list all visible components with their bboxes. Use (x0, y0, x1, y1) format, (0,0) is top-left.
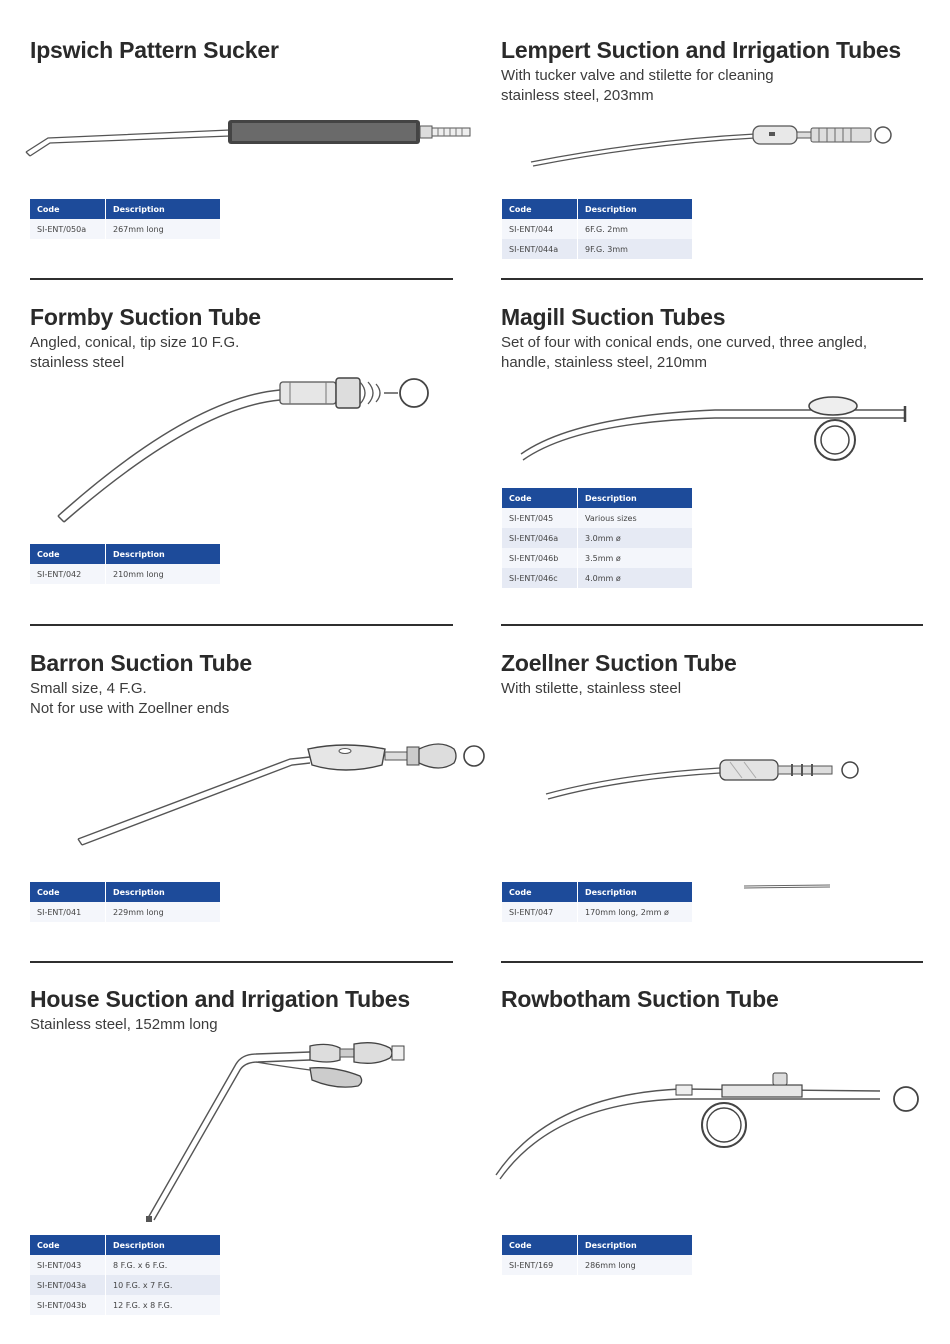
product-lempert (501, 36, 931, 106)
subtitle-line: With tucker valve and stilette for cleaning (501, 67, 774, 84)
column-header-code: Code (30, 882, 106, 902)
table-row (502, 508, 692, 528)
instrument-illustration (140, 1038, 415, 1228)
code-cell: SI-ENT/041 (30, 902, 106, 922)
subtitle-line: Angled, conical, tip size 10 F.G. (30, 334, 240, 351)
code-table-house (30, 1235, 220, 1315)
product-subtitle (501, 333, 931, 373)
product-magill (501, 303, 931, 373)
table-row (502, 239, 692, 259)
column-header-description: Description (106, 199, 221, 219)
table-row (502, 528, 692, 548)
subtitle-line: Not for use with Zoellner ends (30, 700, 230, 717)
description-cell: 12 F.G. x 8 F.G. (106, 1295, 221, 1315)
code-cell: SI-ENT/046b (502, 548, 578, 568)
table-row (502, 219, 692, 239)
code-cell: SI-ENT/050a (30, 219, 106, 239)
table-row (502, 902, 692, 922)
description-cell: 8 F.G. x 6 F.G. (106, 1255, 221, 1275)
table-row (30, 564, 220, 584)
description-cell: 210mm long (106, 564, 221, 584)
product-title: Magill Suction Tubes (501, 304, 726, 330)
product-formby (30, 303, 460, 373)
table-row (30, 902, 220, 922)
instrument-illustration (20, 110, 480, 170)
column-header-code: Code (502, 199, 578, 219)
code-cell: SI-ENT/045 (502, 508, 578, 528)
product-subtitle (501, 66, 931, 106)
subtitle-line: handle, stainless steel, 210mm (501, 354, 707, 371)
column-header-description: Description (578, 1235, 693, 1255)
code-table-ipswich (30, 199, 220, 239)
code-table-zoellner (502, 882, 692, 922)
column-header-code: Code (30, 544, 106, 564)
code-cell: SI-ENT/043 (30, 1255, 106, 1275)
description-cell: 6F.G. 2mm (578, 219, 693, 239)
code-table-magill (502, 488, 692, 588)
product-title: Rowbotham Suction Tube (501, 986, 779, 1012)
column-header-code: Code (502, 1235, 578, 1255)
table-row (30, 1275, 220, 1295)
table-row (30, 219, 220, 239)
product-title: Formby Suction Tube (30, 304, 261, 330)
subtitle-line: stainless steel (30, 354, 125, 371)
description-cell: 170mm long, 2mm ø (578, 902, 693, 922)
description-cell: 267mm long (106, 219, 221, 239)
column-header-code: Code (30, 199, 106, 219)
product-zoellner (501, 649, 931, 699)
section-divider (30, 278, 453, 280)
instrument-illustration (490, 1065, 925, 1185)
table-row (502, 548, 692, 568)
product-title: Barron Suction Tube (30, 650, 252, 676)
description-cell: 3.5mm ø (578, 548, 693, 568)
product-title: House Suction and Irrigation Tubes (30, 986, 410, 1012)
description-cell: 286mm long (578, 1255, 693, 1275)
code-cell: SI-ENT/047 (502, 902, 578, 922)
section-divider (501, 624, 923, 626)
code-table-barron (30, 882, 220, 922)
instrument-illustration (540, 752, 870, 804)
product-title: Lempert Suction and Irrigation Tubes (501, 37, 902, 63)
column-header-code: Code (502, 882, 578, 902)
product-subtitle (30, 333, 460, 373)
description-cell: 10 F.G. x 7 F.G. (106, 1275, 221, 1295)
code-table-lempert (502, 199, 692, 259)
section-divider (30, 624, 453, 626)
column-header-description: Description (578, 488, 693, 508)
code-cell: SI-ENT/046c (502, 568, 578, 588)
instrument-illustration (515, 390, 915, 470)
section-divider (30, 961, 453, 963)
product-rowbotham (501, 985, 931, 1013)
table-row (30, 1255, 220, 1275)
column-header-description: Description (106, 1235, 221, 1255)
code-cell: SI-ENT/044a (502, 239, 578, 259)
instrument-illustration (70, 735, 490, 850)
code-cell: SI-ENT/044 (502, 219, 578, 239)
code-cell: SI-ENT/046a (502, 528, 578, 548)
code-cell: SI-ENT/042 (30, 564, 106, 584)
instrument-illustration (525, 118, 900, 170)
product-ipswich (30, 36, 460, 64)
section-divider (501, 961, 923, 963)
code-cell: SI-ENT/043a (30, 1275, 106, 1295)
subtitle-line: Set of four with conical ends, one curved, three angled, (501, 334, 868, 351)
description-cell: 4.0mm ø (578, 568, 693, 588)
column-header-description: Description (578, 882, 693, 902)
description-cell: 229mm long (106, 902, 221, 922)
code-cell: SI-ENT/043b (30, 1295, 106, 1315)
product-title: Ipswich Pattern Sucker (30, 37, 279, 63)
subtitle-line: With stilette, stainless steel (501, 680, 682, 697)
description-cell: 9F.G. 3mm (578, 239, 693, 259)
subtitle-line: Stainless steel, 152mm long (30, 1016, 218, 1033)
instrument-illustration (50, 368, 435, 528)
column-header-description: Description (578, 199, 693, 219)
subtitle-line: stainless steel, 203mm (501, 87, 654, 104)
code-table-rowbotham (502, 1235, 692, 1275)
table-row (30, 1295, 220, 1315)
product-barron (30, 649, 460, 719)
table-row (502, 1255, 692, 1275)
subtitle-line: Small size, 4 F.G. (30, 680, 147, 697)
section-divider (501, 278, 923, 280)
column-header-code: Code (502, 488, 578, 508)
product-subtitle (30, 679, 460, 719)
product-house (30, 985, 460, 1035)
product-subtitle (30, 1015, 460, 1035)
product-subtitle (501, 679, 931, 699)
description-cell: 3.0mm ø (578, 528, 693, 548)
table-row (502, 568, 692, 588)
column-header-description: Description (106, 544, 221, 564)
column-header-description: Description (106, 882, 221, 902)
code-cell: SI-ENT/169 (502, 1255, 578, 1275)
code-table-formby (30, 544, 220, 584)
stilette-illustration (742, 883, 834, 891)
product-title: Zoellner Suction Tube (501, 650, 737, 676)
description-cell: Various sizes (578, 508, 693, 528)
column-header-code: Code (30, 1235, 106, 1255)
